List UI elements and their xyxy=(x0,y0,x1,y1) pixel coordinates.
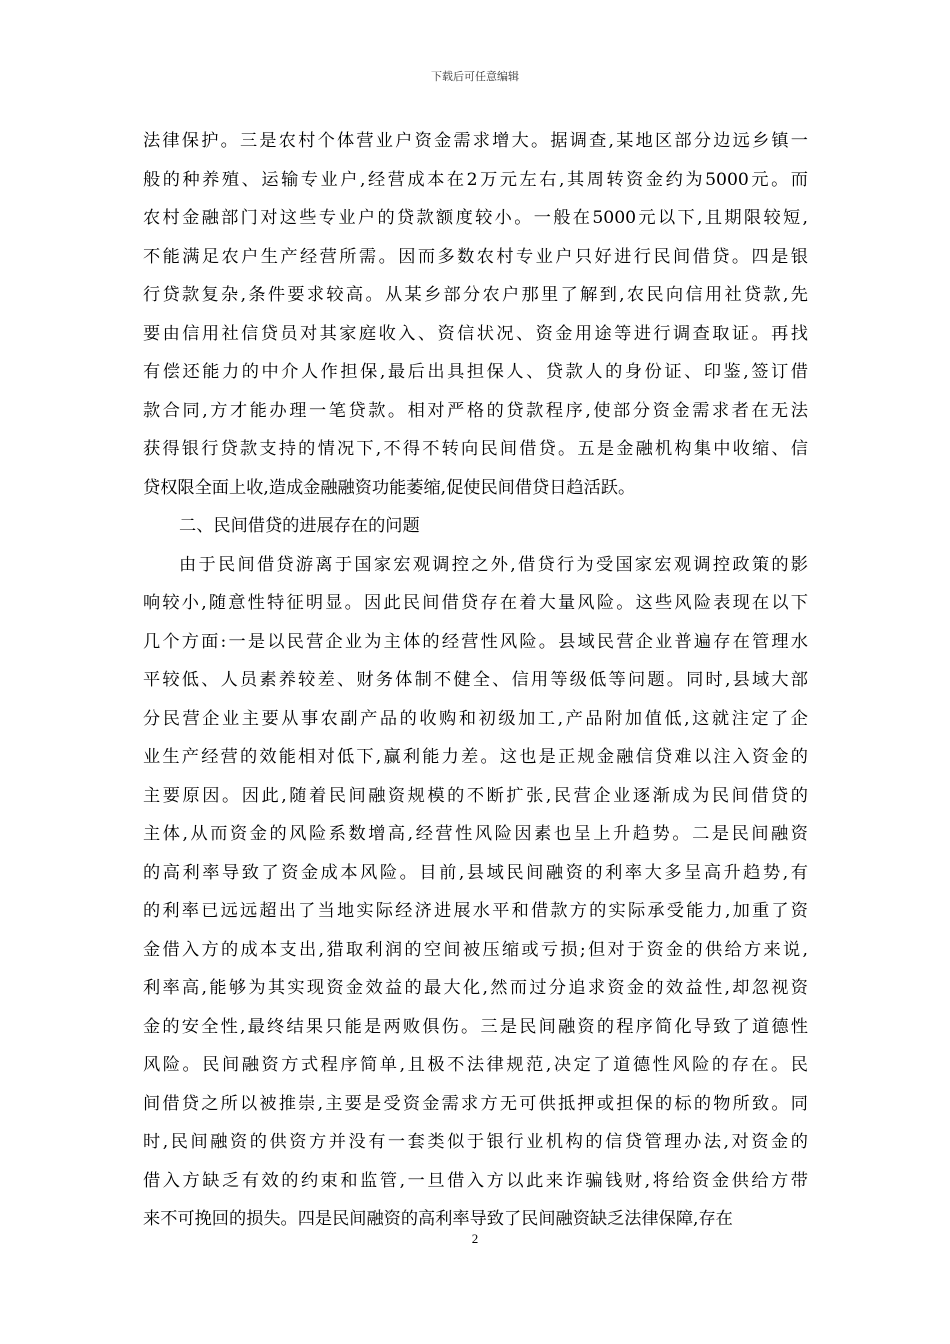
paragraph xyxy=(143,122,808,507)
text-line: 二、民间借贷的进展存在的问题 xyxy=(179,516,420,536)
text-line: 业生产经营的效能相对低下,赢利能力差。这也是正规金融信贷难以注入资金的 xyxy=(143,747,808,767)
text-line: 平较低、人员素养较差、财务体制不健全、信用等级低等问题。同时,县域大部 xyxy=(143,670,808,690)
text-line: 不能满足农户生产经营所需。因而多数农村专业户只好进行民间借贷。四是银 xyxy=(143,246,808,267)
text-line: 分民营企业主要从事农副产品的收购和初级加工,产品附加值低,这就注定了企 xyxy=(143,708,808,729)
text-line: 来不可挽回的损失。四是民间融资的高利率导致了民间融资缺乏法律保障,存在 xyxy=(143,1209,733,1229)
text-line: 金的安全性,最终结果只能是两败俱伤。三是民间融资的程序简化导致了道德性 xyxy=(143,1016,808,1037)
text-line: 借入方缺乏有效的约束和监管,一旦借入方以此来诈骗钱财,将给资金供给方带 xyxy=(143,1170,808,1191)
text-line: 几个方面:一是以民营企业为主体的经营性风险。县域民营企业普遍存在管理水 xyxy=(143,631,808,652)
text-line: 要由信用社信贷员对其家庭收入、资信状况、资金用途等进行调查取证。再找 xyxy=(143,323,808,344)
text-line: 贷权限全面上收,造成金融融资功能萎缩,促使民间借贷日趋活跃。 xyxy=(143,477,636,498)
text-line: 获得银行贷款支持的情况下,不得不转向民间借贷。五是金融机构集中收缩、信 xyxy=(143,439,808,459)
text-line: 主体,从而资金的风险系数增高,经营性风险因素也呈上升趋势。二是民间融资 xyxy=(143,824,808,844)
document-body xyxy=(143,122,808,1239)
text-line: 行贷款复杂,条件要求较高。从某乡部分农户那里了解到,农民向信用社贷款,先 xyxy=(143,285,808,305)
indented-paragraph xyxy=(143,546,808,1239)
text-line: 农村金融部门对这些专业户的贷款额度较小。一般在5000元以下,且期限较短, xyxy=(143,208,808,228)
text-line: 风险。民间融资方式程序简单,且极不法律规范,决定了道德性风险的存在。民 xyxy=(143,1055,808,1075)
text-line: 间借贷之所以被推崇,主要是受资金需求方无可供抵押或担保的标的物所致。同 xyxy=(143,1093,808,1114)
text-line: 有偿还能力的中介人作担保,最后出具担保人、贷款人的身份证、印鉴,签订借 xyxy=(143,362,808,382)
text-line: 响较小,随意性特征明显。因此民间借贷存在着大量风险。这些风险表现在以下 xyxy=(143,593,808,613)
text-line: 的利率已远远超出了当地实际经济进展水平和借款方的实际承受能力,加重了资 xyxy=(143,901,808,921)
indented-paragraph xyxy=(143,507,808,546)
text-line: 时,民间融资的供资方并没有一套类似于银行业机构的信贷管理办法,对资金的 xyxy=(143,1132,808,1152)
text-line: 法律保护。三是农村个体营业户资金需求增大。据调查,某地区部分边远乡镇一 xyxy=(143,131,808,151)
page-number: 2 xyxy=(471,1231,479,1246)
text-line: 金借入方的成本支出,猎取利润的空间被压缩或亏损;但对于资金的供给方来说, xyxy=(143,939,808,960)
text-line: 款合同,方才能办理一笔贷款。相对严格的贷款程序,使部分资金需求者在无法 xyxy=(143,400,808,421)
text-line: 的高利率导致了资金成本风险。目前,县域民间融资的利率大多呈高升趋势,有 xyxy=(143,862,808,883)
text-line: 利率高,能够为其实现资金效益的最大化,然而过分追求资金的效益性,却忽视资 xyxy=(143,978,808,998)
page-header: 下载后可任意编辑 xyxy=(431,70,519,83)
text-line: 主要原因。因此,随着民间融资规模的不断扩张,民营企业逐渐成为民间借贷的 xyxy=(143,785,808,806)
text-line: 由于民间借贷游离于国家宏观调控之外,借贷行为受国家宏观调控政策的影 xyxy=(179,554,808,575)
text-line: 般的种养殖、运输专业户,经营成本在2万元左右,其周转资金约为5000元。而 xyxy=(143,169,808,190)
